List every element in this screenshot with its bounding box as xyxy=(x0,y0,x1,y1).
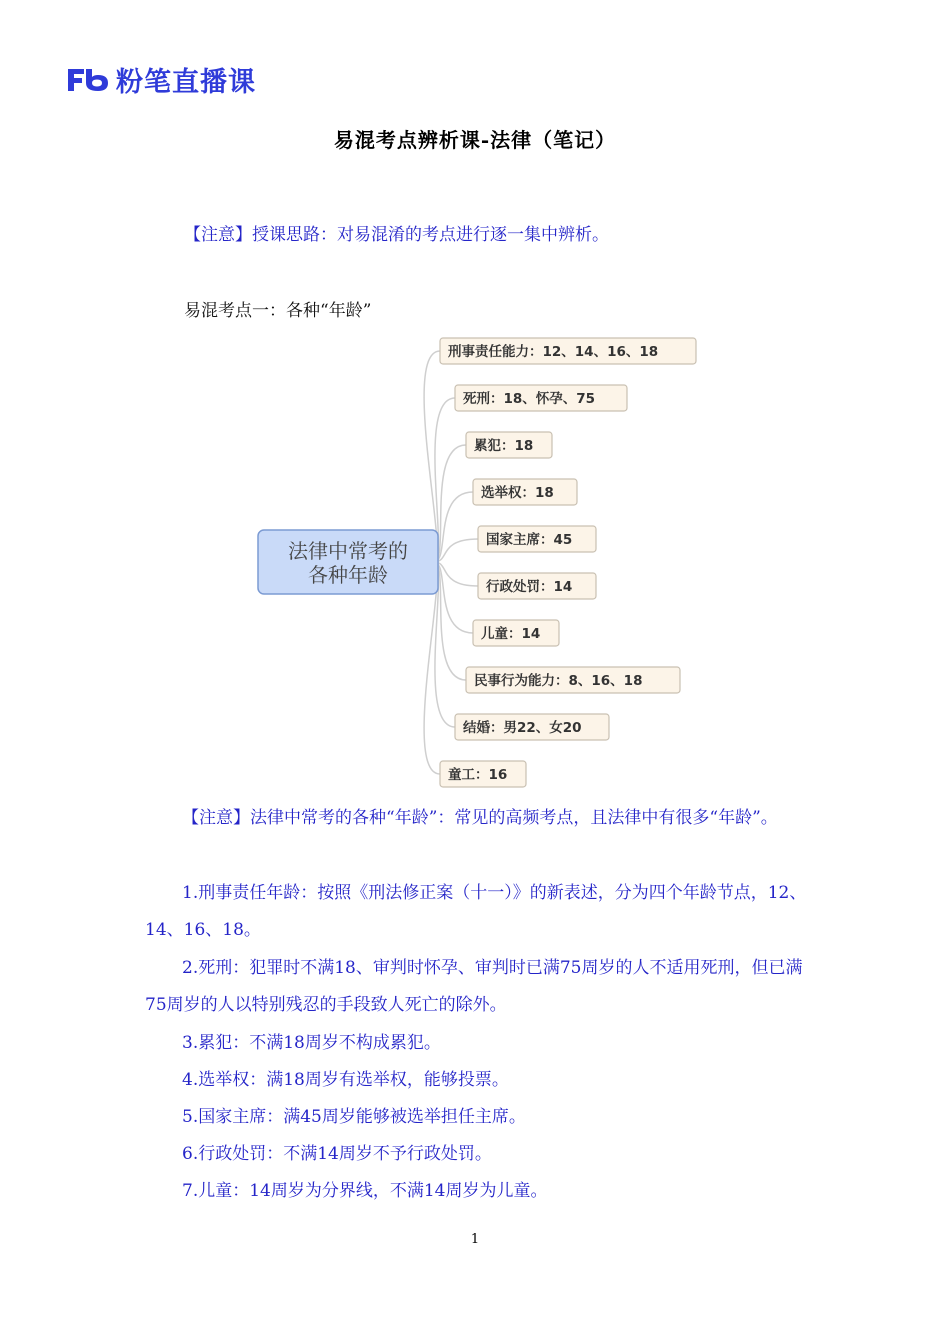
mind-map-branch-node xyxy=(473,479,577,505)
page-number: 1 xyxy=(470,1232,480,1247)
mind-map-branch-label: 国家主席：45 xyxy=(486,532,573,548)
mind-map-branch-label: 选举权：18 xyxy=(481,485,554,501)
mind-map-branch-node xyxy=(455,714,609,740)
mind-map-branch-node xyxy=(466,667,680,693)
mind-map-branch-node xyxy=(478,573,596,599)
numbered-paragraph: 5.国家主席：满45周岁能够被选举担任主席。 xyxy=(182,1107,526,1127)
section-heading: 易混考点一：各种“年龄” xyxy=(184,301,372,321)
brand-name: 粉笔直播课 xyxy=(116,67,256,98)
center-line-2: 各种年龄 xyxy=(308,563,388,587)
mind-map-branch-label: 结婚：男22、女20 xyxy=(463,720,582,736)
mind-map-branch-label: 民事行为能力：8、16、18 xyxy=(474,673,643,689)
numbered-paragraph: 6.行政处罚：不满14周岁不予行政处罚。 xyxy=(182,1144,492,1164)
mind-map-branch-label: 行政处罚：14 xyxy=(486,579,573,595)
mind-map xyxy=(250,330,710,792)
mind-map-branch-label: 累犯：18 xyxy=(474,438,534,454)
document-title: 易混考点辨析课-法律（笔记） xyxy=(333,128,617,152)
numbered-paragraph: 7.儿童：14周岁为分界线，不满14周岁为儿童。 xyxy=(182,1181,548,1201)
mind-map-branch-node xyxy=(455,385,627,411)
numbered-paragraph: 4.选举权：满18周岁有选举权，能够投票。 xyxy=(182,1070,509,1090)
mind-map-branch-label: 童工：16 xyxy=(448,767,508,783)
note-paragraph: 【注意】法律中常考的各种“年龄”：常见的高频考点，且法律中有很多“年龄”。 xyxy=(182,808,778,828)
mind-map-branch-label: 儿童：14 xyxy=(481,626,541,642)
numbered-paragraph: 2.死刑：犯罪时不满18、审判时怀孕、审判时已满75周岁的人不适用死刑，但已满75周岁的人以特别残忍的手段致人死亡的除外。 xyxy=(145,958,803,1015)
mind-map-branch-node xyxy=(478,526,596,552)
mind-map-branch-node xyxy=(440,761,526,787)
mind-map-branch-label: 刑事责任能力：12、14、16、18 xyxy=(448,344,659,360)
mind-map-branch-node xyxy=(473,620,559,646)
mind-map-center-node xyxy=(258,530,438,594)
numbered-paragraph: 3.累犯：不满18周岁不构成累犯。 xyxy=(182,1033,441,1053)
mind-map-branch-node xyxy=(440,338,696,364)
numbered-paragraph: 1.刑事责任年龄：按照《刑法修正案（十一）》的新表述，分为四个年龄节点，12、14、16、18。 xyxy=(145,883,807,940)
note-approach: 【注意】授课思路：对易混淆的考点进行逐一集中辨析。 xyxy=(184,225,609,245)
mind-map-branch-node xyxy=(466,432,552,458)
mind-map-branch-label: 死刑：18、怀孕、75 xyxy=(463,391,596,407)
brand-logo xyxy=(66,60,256,99)
center-line-1: 法律中常考的 xyxy=(288,539,408,563)
fb-logo-icon xyxy=(66,67,110,93)
